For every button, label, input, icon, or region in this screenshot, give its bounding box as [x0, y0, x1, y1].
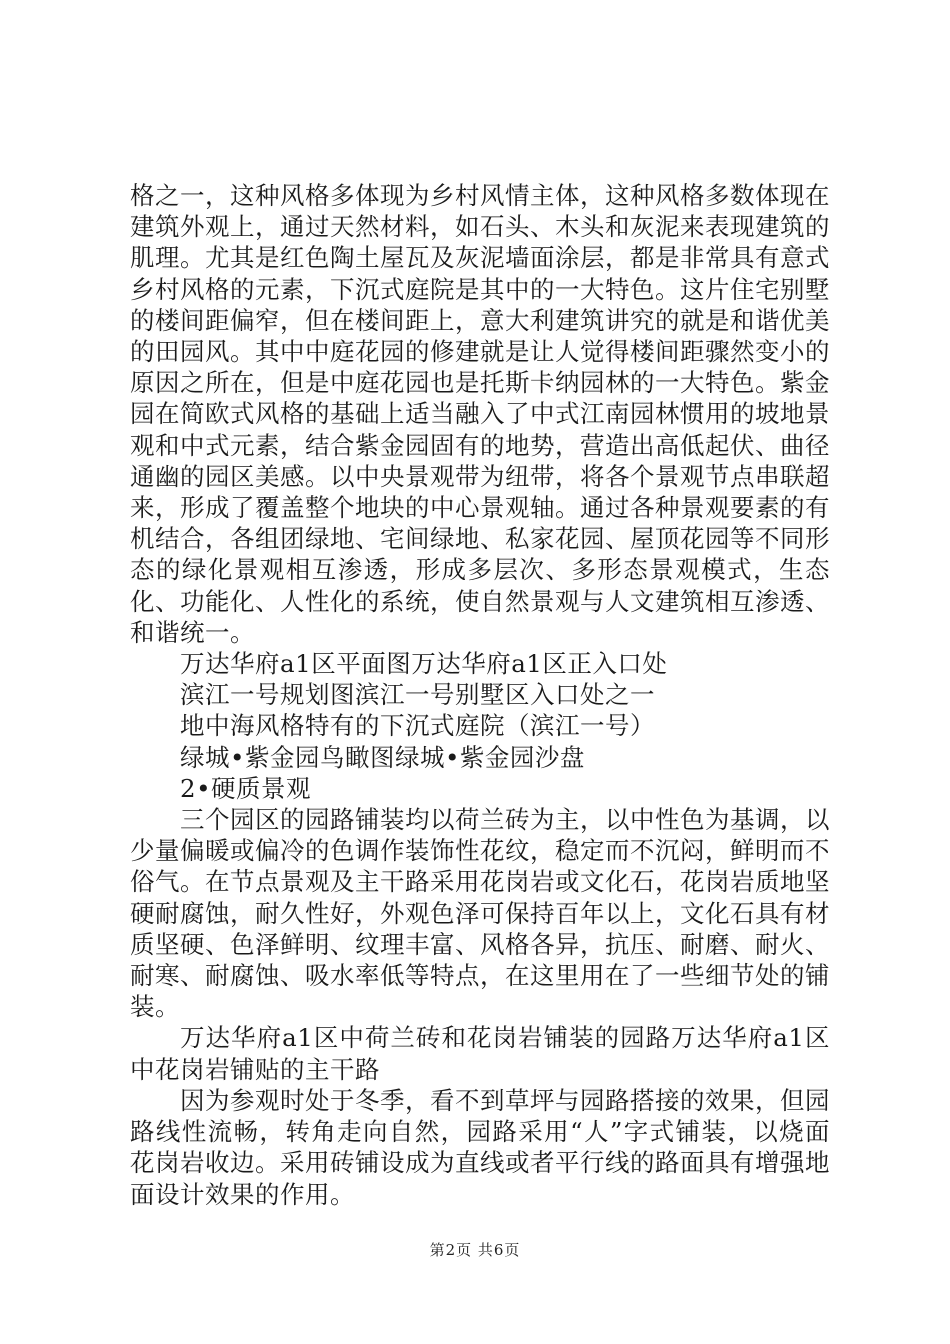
paragraph-winter-visit: 因为参观时处于冬季，看不到草坪与园路搭接的效果，但园路线性流畅，转角走向自然，园路采用“人”字式铺装，以烧面花岗岩收边。采用砖铺设成为直线或者平行线的路面具有增强地面设计效果的作用。 — [130, 1085, 830, 1209]
page-footer: 第2页 共6页 — [429, 1241, 521, 1259]
paragraph-style-description: 格之一，这种风格多体现为乡村风情主体，这种风格多数体现在建筑外观上，通过天然材料，如石头、木头和灰泥来表现建筑的肌理。尤其是红色陶土屋瓦及灰泥墙面涂层，都是非常具有意式乡村风格的元素，下沉式庭院是其中的一大特色。这片住宅别墅的楼间距偏窄，但在楼间距上，意大利建筑讲究的就是和谐优美的田园风。其中中庭花园的修建就是让人觉得楼间距骤然变小的原因之所在，但是中庭花园也是托斯卡纳园林的一大特色。紫金园在简欧式风格的基础上适当融入了中式江南园林惯用的坡地景观和中式元素，结合紫金园固有的地势，营造出高低起伏、曲径通幽的园区美感。以中央景观带为纽带，将各个景观节点串联超来，形成了覆盖整个地块的中心景观轴。通过各种景观要素的有机结合，各组团绿地、宅间绿地、私家花园、屋顶花园等不同形态的绿化景观相互渗透，形成多层次、多形态景观模式，生态化、功能化、人性化的系统，使自然景观与人文建筑相互渗透、和谐统一。 — [130, 181, 830, 647]
caption-wanda-a1: 万达华府a1区平面图万达华府a1区正入口处 — [180, 649, 668, 679]
section-heading-hardscape: 2•硬质景观 — [180, 773, 312, 803]
caption-sunken-courtyard: 地中海风格特有的下沉式庭院（滨江一号） — [180, 711, 655, 741]
caption-zijinyuan: 绿城•紫金园鸟瞰图绿城•紫金园沙盘 — [180, 742, 585, 772]
caption-wanda-paving: 万达华府a1区中荷兰砖和花岗岩铺装的园路万达华府a1区中花岗岩铺贴的主干路 — [130, 1023, 830, 1084]
caption-binjiang-plan: 滨江一号规划图滨江一号别墅区入口处之一 — [180, 680, 655, 710]
paragraph-paving: 三个园区的园路铺装均以荷兰砖为主，以中性色为基调，以少量偏暖或偏冷的色调作装饰性花纹，稳定而不沉闷，鲜明而不俗气。在节点景观及主干路采用花岗岩或文化石，花岗岩质地坚硬耐腐蚀，耐久性好，外观色泽可保持百年以上，文化石具有材质坚硬、色泽鲜明、纹理丰富、风格各异，抗压、耐磨、耐火、耐寒、耐腐蚀、吸水率低等特点，在这里用在了一些细节处的铺装。 — [130, 805, 830, 1022]
document-body — [130, 180, 830, 1210]
